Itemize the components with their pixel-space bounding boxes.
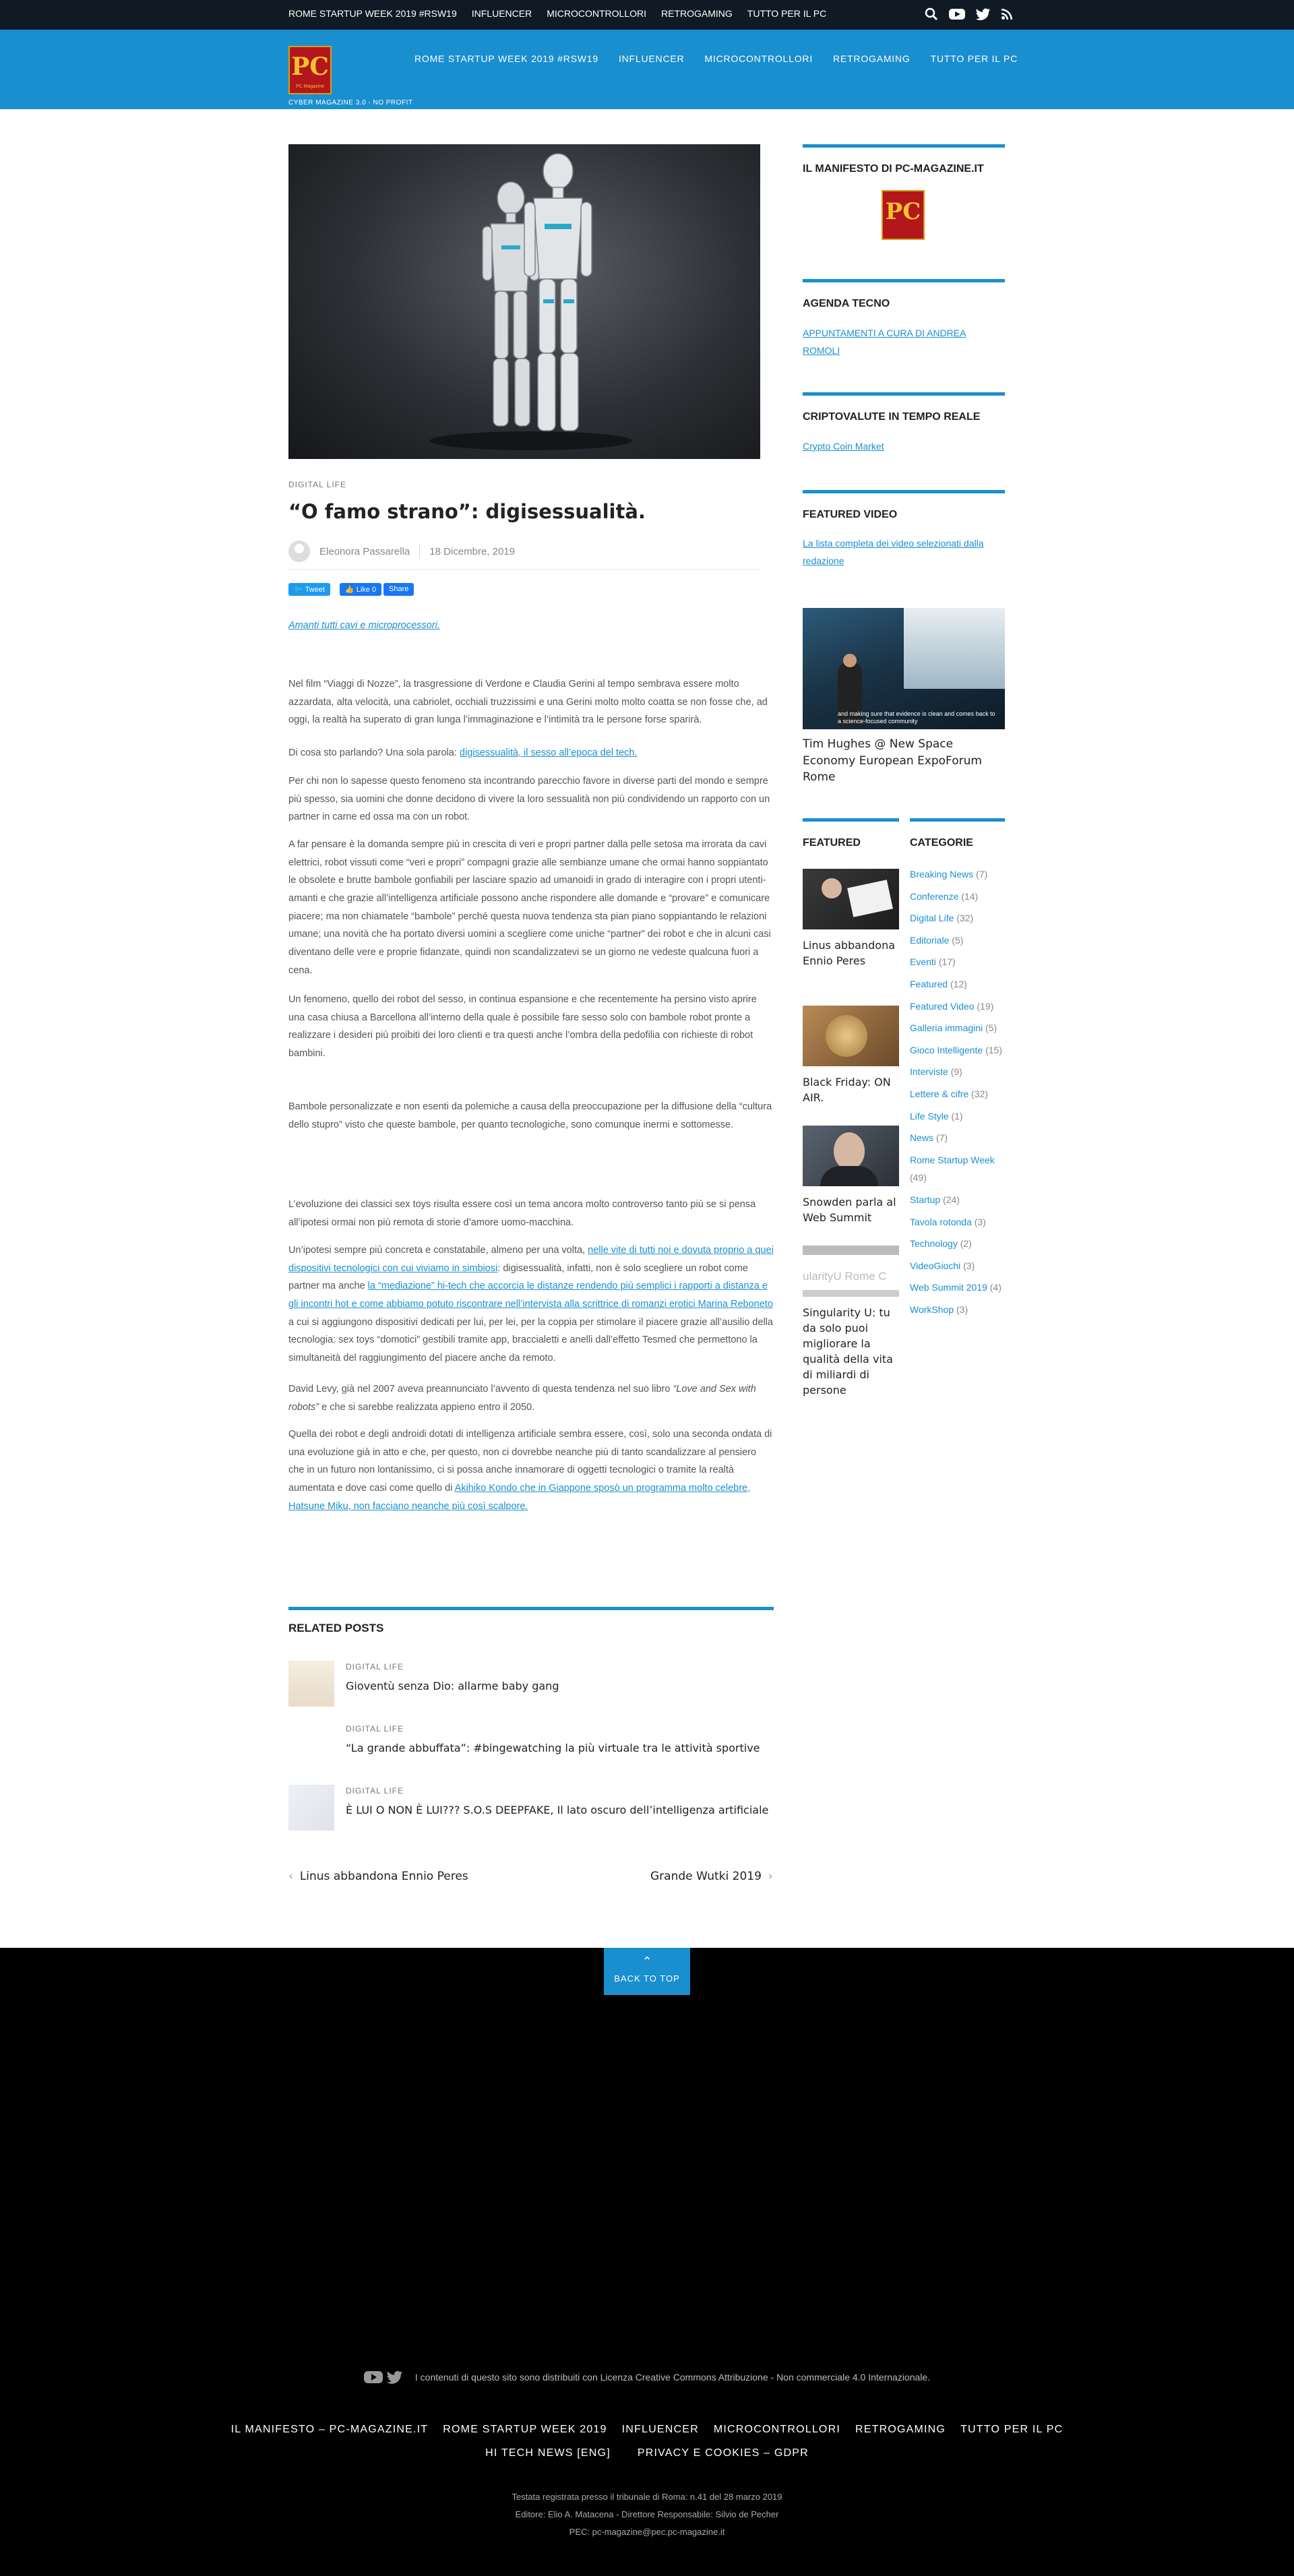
category-link[interactable]: Lettere & cifre: [910, 1088, 969, 1099]
previous-post-title: Linus abbandona Ennio Peres: [299, 1870, 468, 1883]
related-category[interactable]: DIGITAL LIFE: [346, 1724, 404, 1734]
category-item: [910, 1213, 1011, 1231]
paragraph: [288, 1380, 774, 1416]
footer-nav-item[interactable]: HI TECH NEWS [ENG]: [485, 2447, 611, 2459]
category-count: (14): [961, 890, 979, 902]
like-label: Like 0: [356, 586, 377, 594]
paragraph: Per chi non lo sapesse questo fenomeno sta incontrando parecchio favore in diverse parti del mondo e sempre più spesso, sia uomini che donne decidono di vivere la loro sessualità non più condividendo un rapporto con un partner in carne ed ossa ma con un robot.: [288, 776, 770, 823]
paragraph: [288, 1241, 774, 1368]
category-item: [910, 1301, 1011, 1319]
inline-link[interactable]: Akihiko Kondo che in Giappone sposò un programma molto celebre, Hatsune Miku, non facciano neanche più così scalpore.: [288, 1483, 751, 1512]
post-category[interactable]: DIGITAL LIFE: [288, 480, 347, 489]
footer-nav-item[interactable]: MICROCONTROLLORI: [713, 2424, 840, 2435]
featured-thumbnail[interactable]: [803, 1126, 899, 1186]
category-count: (2): [960, 1238, 972, 1250]
category-count: (7): [935, 1132, 948, 1144]
facebook-buttons: [340, 583, 414, 596]
next-post-link[interactable]: [650, 1870, 773, 1883]
category-item: [910, 953, 1011, 971]
site-header: [0, 30, 1294, 109]
category-list: [910, 865, 1011, 1322]
rss-icon[interactable]: [1002, 9, 1012, 20]
category-item: [910, 909, 1011, 927]
category-item: [910, 1279, 1011, 1297]
category-count: (5): [952, 934, 964, 946]
footer-social: [364, 2370, 403, 2384]
footer-nav-secondary: [0, 2447, 1294, 2459]
top-nav-item[interactable]: ROME STARTUP WEEK 2019 #RSW19: [288, 8, 457, 19]
person-face: [834, 1132, 865, 1170]
featured-post[interactable]: [803, 1246, 899, 1398]
category-count: (4): [989, 1282, 1002, 1293]
category-count: (49): [910, 1172, 927, 1184]
category-count: (12): [950, 978, 967, 989]
category-count: (1): [951, 1110, 963, 1122]
featured-post-title[interactable]: Linus abbandona Ennio Peres: [803, 939, 896, 968]
category-count: (3): [963, 1260, 975, 1271]
featured-post-title[interactable]: Snowden parla al Web Summit: [803, 1196, 896, 1225]
category-count: (15): [985, 1044, 1002, 1055]
post-meta: [288, 541, 515, 562]
featured-post[interactable]: [803, 1126, 899, 1225]
top-nav-item[interactable]: INFLUENCER: [471, 8, 532, 19]
category-link[interactable]: Tavola rotonda: [910, 1216, 972, 1227]
related-thumbnail[interactable]: [288, 1785, 334, 1831]
logo-subtext: PC Magazine: [295, 84, 325, 89]
main-nav: [414, 53, 1018, 64]
related-post[interactable]: [288, 1785, 774, 1839]
featured-title: FEATURED: [803, 837, 861, 849]
agenda-link[interactable]: APPUNTAMENTI A CURA DI ANDREA ROMOLI: [803, 328, 966, 356]
top-nav-item[interactable]: RETROGAMING: [661, 8, 733, 19]
like-button[interactable]: 👍 Like 0: [340, 583, 381, 596]
paragraph-text: : digisessualità, infatti, non è solo scegliere un robot come partner ma anche: [288, 1262, 748, 1292]
sidebar-divider: [803, 818, 899, 822]
inline-link[interactable]: la “mediazione” hi-tech che accorcia le distanze rendendo più semplici i rapporti a distanza e gli incontri hot e come abbiamo potuto riscontrare nell’intervista alla scrittrice di romanzi erotici Marina Reboneto: [288, 1281, 773, 1310]
category-count: (3): [956, 1304, 968, 1315]
paragraph-text: e che si sarebbe realizzata appieno entro il 2050.: [319, 1401, 535, 1413]
category-link[interactable]: News: [910, 1132, 934, 1144]
back-to-top-label: BACK TO TOP: [614, 1973, 680, 1984]
main-nav-item[interactable]: TUTTO PER IL PC: [930, 53, 1018, 64]
featured-thumbnail[interactable]: [803, 1006, 899, 1066]
category-link[interactable]: WorkShop: [910, 1304, 954, 1315]
author-name[interactable]: Eleonora Passarella: [319, 545, 410, 557]
logo-text: PC: [291, 53, 329, 81]
category-item: [910, 1151, 1011, 1187]
footer-nav-item[interactable]: INFLUENCER: [621, 2424, 699, 2435]
category-item: [910, 1063, 1011, 1081]
paragraph-text: Quella dei robot e degli androidi dotati di intelligenza artificiale sembra essere, così, solo una seconda ondata di una evoluzione già in atto e che, per questo, non ci dovrebbe neanche più di tanto scandalizzare al pensiero che in un futuro non lontanissimo, ci si possa anche innamorare di oggetti tecnologici o tramite la realtà aumentata e dove casi come quello di: [288, 1429, 772, 1494]
category-link[interactable]: Rome Startup Week: [910, 1154, 995, 1165]
book-title: “Love and Sex with robots”: [288, 1384, 756, 1413]
featured-post[interactable]: [803, 869, 899, 969]
category-link[interactable]: Editoriale: [910, 934, 950, 946]
slide-screen: [904, 608, 1005, 689]
share-button[interactable]: Share: [383, 583, 414, 596]
main-nav-item[interactable]: INFLUENCER: [618, 53, 685, 64]
pec-text: PEC: pc-magazine@pec.pc-magazine.it: [569, 2527, 725, 2537]
main-nav-item[interactable]: RETROGAMING: [833, 53, 911, 64]
category-link[interactable]: Web Summit 2019: [910, 1282, 987, 1293]
category-item: [910, 1257, 1011, 1275]
inline-link[interactable]: nelle vite di tutti noi e dovuta proprio a quei dispositivi tecnologici con cui viviamo in simbiosi: [288, 1245, 774, 1274]
featured-post[interactable]: [803, 1006, 899, 1105]
paragraph: [288, 744, 774, 762]
paragraph: [288, 1425, 774, 1515]
categories-title: CATEGORIE: [910, 837, 973, 849]
category-count: (19): [977, 1000, 994, 1012]
related-post-title[interactable]: Gioventù senza Dio: allarme baby gang: [346, 1680, 559, 1692]
intro-link[interactable]: Amanti tutti cavi e microprocessori.: [288, 620, 440, 631]
category-link[interactable]: Startup: [910, 1194, 941, 1205]
manifesto-logo-text: PC: [885, 198, 921, 225]
related-category[interactable]: DIGITAL LIFE: [346, 1786, 404, 1796]
related-post-title[interactable]: “La grande abbuffata”: #bingewatching la più virtuale tra le attività sportive: [346, 1742, 760, 1754]
category-item: [910, 1191, 1011, 1209]
related-post[interactable]: [288, 1723, 774, 1777]
video-title: FEATURED VIDEO: [803, 509, 898, 520]
category-item: [910, 1235, 1011, 1253]
category-link[interactable]: Digital Life: [910, 913, 954, 924]
manifesto-title: IL MANIFESTO DI PC-MAGAZINE.IT: [803, 163, 984, 175]
footer-nav: [0, 2424, 1294, 2436]
category-link[interactable]: VideoGiochi: [910, 1260, 961, 1271]
youtube-icon[interactable]: [949, 8, 965, 20]
sidebar-divider: [803, 490, 1005, 493]
coin-shape: [826, 1015, 867, 1057]
related-title: RELATED POSTS: [288, 1622, 384, 1634]
license-text: I contenuti di questo sito sono distribuiti con Licenza Creative Commons Attribuzione - Non commerciale 4.0 Internazionale.: [414, 2372, 931, 2383]
featured-thumbnail-bottom: [803, 1290, 899, 1297]
meta-divider: [419, 544, 420, 559]
sidebar-divider: [910, 818, 1005, 822]
paragraph-text: a cui si aggiungono dispositivi dedicati per lui, per lei, per la coppia per stimolare il piacere grazie all’ausilio della tecnologia: sex toys “domotici” gestibili tramite app, braccialetti e anelli dall’effetto Tesmed che permettono la simultaneità del raggiungimento del piacere anche da remoto.: [288, 1316, 773, 1364]
youtube-icon[interactable]: [364, 2370, 383, 2384]
top-nav-item[interactable]: MICROCONTROLLORI: [547, 8, 647, 19]
paragraph: Nel film “Viaggi di Nozze”, la trasgressione di Verdone e Claudia Gerini al tempo sembrava essere molto azzardata, alta velocità, una cabriolet, occhiali truzzissimi e una Gerini molto molto coatta se non fosse che, ad oggi, la realtà ha superato di gran lunga l’immaginazione e l’intimità tra le persone forse sparirà.: [288, 679, 768, 726]
sidebar-divider: [803, 279, 1005, 282]
video-thumbnail[interactable]: [803, 608, 1005, 729]
tweet-button[interactable]: 🐦 Tweet: [288, 583, 330, 596]
paragraph: Un fenomeno, quello dei robot del sesso, in continua espansione e che recentemente ha persino visto aprire una casa chiusa a Barcellona all’interno della quale è possibile fare sesso solo con bambole robot pronte a realizzare i desideri più proibiti dei loro clienti e tra questi anche l’ombra della pedofilia con richieste di robot bambini.: [288, 994, 757, 1060]
sidebar-divider: [803, 392, 1005, 396]
footer-nav-item[interactable]: TUTTO PER IL PC: [960, 2424, 1064, 2435]
crypto-link[interactable]: Crypto Coin Market: [803, 441, 884, 452]
site-logo[interactable]: [288, 46, 332, 94]
sidebar-divider: [803, 144, 1005, 148]
related-category[interactable]: DIGITAL LIFE: [346, 1662, 404, 1672]
video-caption[interactable]: Tim Hughes @ New Space Economy European ExpoForum Rome: [803, 737, 982, 785]
featured-thumbnail-text: ularityU Rome C: [803, 1270, 887, 1283]
registration-text: Testata registrata presso il tribunale di Roma: n.41 del 28 marzo 2019: [512, 2492, 782, 2502]
related-post-title[interactable]: È LUI O NON È LUI??? S.O.S DEEPFAKE, Il lato oscuro dell’intelligenza artificiale: [346, 1804, 769, 1816]
manifesto-logo[interactable]: [882, 190, 925, 240]
paragraph: A far pensare è la domanda sempre più in crescita di veri e propri partner dalla pelle setosa ma irrorata da cavi elettrici, robot vissuti come “veri e propri” compagni grazie alle sembianze umane che ormai hanno soppiantato le obsolete e brutte bambole gonfiabili per lasciare spazio ad umanoidi in grado di interagire con i propri utenti-amanti e che grazie all’intelligenza artificiale possono anche rispondere alle domande e “provare” e comunicare piacere; ma non chiamatele “bambole” perché questa nuova tendenza sta pian piano soppiantando le relazioni umane; una novità che ha portato diversi uomini a scegliere come uniche “partner” dei robot e che in alcuni casi diventano delle vere e proprie fidanzate, quindi non scandalizzatevi se un giorno ne vedeste qualcuna fuori a cena.: [288, 839, 771, 976]
arrow-up-icon: ⌃: [642, 1955, 652, 1968]
speaker-head: [843, 654, 857, 667]
paragraph-text: Un’ipotesi sempre più concreta e constatabile, almeno per una volta,: [288, 1245, 588, 1256]
chevron-left-icon: ‹: [288, 1870, 293, 1883]
author-avatar[interactable]: [288, 541, 310, 562]
related-thumbnail[interactable]: [288, 1661, 334, 1707]
paragraph-text: David Levy, già nel 2007 aveva preannunciato l’avvento di questa tendenza nel suo libro: [288, 1384, 673, 1394]
category-item: [910, 1085, 1011, 1103]
back-to-top-button[interactable]: [604, 1948, 690, 1995]
page-content: [0, 109, 1294, 1948]
previous-post-link[interactable]: [288, 1870, 468, 1883]
share-buttons: [288, 583, 414, 596]
category-link[interactable]: Eventi: [910, 956, 936, 968]
category-item: [910, 975, 1011, 993]
category-link[interactable]: Interviste: [910, 1066, 948, 1078]
related-post[interactable]: [288, 1661, 774, 1715]
search-icon[interactable]: [925, 7, 938, 21]
category-count: (24): [943, 1194, 960, 1205]
top-icons: [925, 7, 1012, 21]
featured-post-title[interactable]: Black Friday: ON AIR.: [803, 1076, 891, 1105]
related-divider: [288, 1607, 774, 1610]
category-item: [910, 931, 1011, 950]
agenda-title: AGENDA TECNO: [803, 298, 890, 309]
main-nav-item[interactable]: MICROCONTROLLORI: [704, 53, 813, 64]
site-tagline: CYBER MAGAZINE 3.0 - NO PROFIT: [288, 99, 413, 106]
playing-cards: [847, 880, 893, 917]
license-notice: [337, 2370, 957, 2384]
featured-image: [288, 144, 760, 459]
footer-nav-item[interactable]: PRIVACY E COOKIES – GDPR: [637, 2447, 809, 2459]
video-list-link[interactable]: La lista completa dei video selezionati dalla redazione: [803, 538, 984, 566]
category-link[interactable]: Galleria immagini: [910, 1022, 983, 1034]
category-count: (3): [974, 1216, 986, 1227]
category-link[interactable]: Featured: [910, 978, 948, 989]
paragraph-text: Di cosa sto parlando? Una sola parola:: [288, 747, 460, 758]
editor-text: Editore: Elio A. Matacena - Direttore Responsabile: Silvio de Pecher: [515, 2509, 779, 2519]
paragraph: L’evoluzione dei classici sex toys risulta essere così un tema ancora molto controverso tanto più se si pensa all’ipotesi ormai non più remota di storie d’amore uomo-macchina.: [288, 1199, 756, 1228]
chevron-right-icon: ›: [768, 1870, 773, 1883]
top-bar: [0, 0, 1294, 30]
meta-divider-line: [288, 569, 760, 570]
person-body: [820, 1166, 878, 1186]
category-count: (32): [971, 1088, 988, 1099]
category-count: (32): [956, 913, 974, 924]
category-item: [910, 1041, 1011, 1060]
person-head: [822, 878, 842, 898]
category-count: (17): [938, 956, 956, 968]
post-date: 18 Dicembre, 2019: [429, 545, 515, 557]
category-link[interactable]: Technology: [910, 1238, 958, 1250]
category-count: (5): [985, 1022, 997, 1034]
paragraph: Bambole personalizzate e non esenti da polemiche a causa della preoccupazione per la diffusione della “cultura dello stupro” visto che queste bambole, per quanto tecnologiche, sono comunque inermi e sottomesse.: [288, 1101, 772, 1130]
video-subtitle: and making sure that evidence is clean and comes back to a science-focused community: [838, 710, 995, 725]
category-link[interactable]: Breaking News: [910, 869, 974, 880]
category-item: [910, 998, 1011, 1016]
post-title: “O famo strano”: digisessualità.: [288, 500, 646, 523]
category-item: [910, 1107, 1011, 1126]
featured-post-title[interactable]: Singularity U: tu da solo puoi migliorare la qualità della vita di miliardi di persone: [803, 1306, 893, 1397]
featured-thumbnail-top[interactable]: [803, 1246, 899, 1255]
footer-nav-item[interactable]: ROME STARTUP WEEK 2019: [443, 2424, 607, 2435]
robots-illustration: [288, 144, 760, 459]
top-nav-item[interactable]: TUTTO PER IL PC: [747, 8, 827, 19]
category-item: [910, 865, 1011, 884]
top-nav: [288, 8, 826, 19]
tweet-label: Tweet: [305, 586, 325, 594]
twitter-icon[interactable]: [976, 8, 991, 20]
main-nav-item[interactable]: ROME STARTUP WEEK 2019 #RSW19: [414, 53, 598, 64]
inline-link[interactable]: digisessualità, il sesso all’epoca del tech.: [459, 747, 638, 758]
category-count: (9): [950, 1066, 962, 1078]
category-item: [910, 888, 1011, 906]
category-link[interactable]: Gioco Intelligente: [910, 1044, 983, 1055]
next-post-title: Grande Wutki 2019: [650, 1870, 762, 1883]
category-link[interactable]: Life Style: [910, 1110, 949, 1122]
footer-nav-item[interactable]: RETROGAMING: [855, 2424, 946, 2435]
category-link[interactable]: Featured Video: [910, 1000, 975, 1012]
crypto-title: CRIPTOVALUTE IN TEMPO REALE: [803, 411, 981, 423]
category-item: [910, 1129, 1011, 1147]
category-item: [910, 1019, 1011, 1037]
category-count: (7): [976, 869, 988, 880]
twitter-icon[interactable]: [387, 2370, 403, 2384]
category-link[interactable]: Conferenze: [910, 890, 959, 902]
footer-nav-item[interactable]: IL MANIFESTO – PC-MAGAZINE.IT: [230, 2424, 429, 2435]
featured-thumbnail[interactable]: [803, 869, 899, 929]
